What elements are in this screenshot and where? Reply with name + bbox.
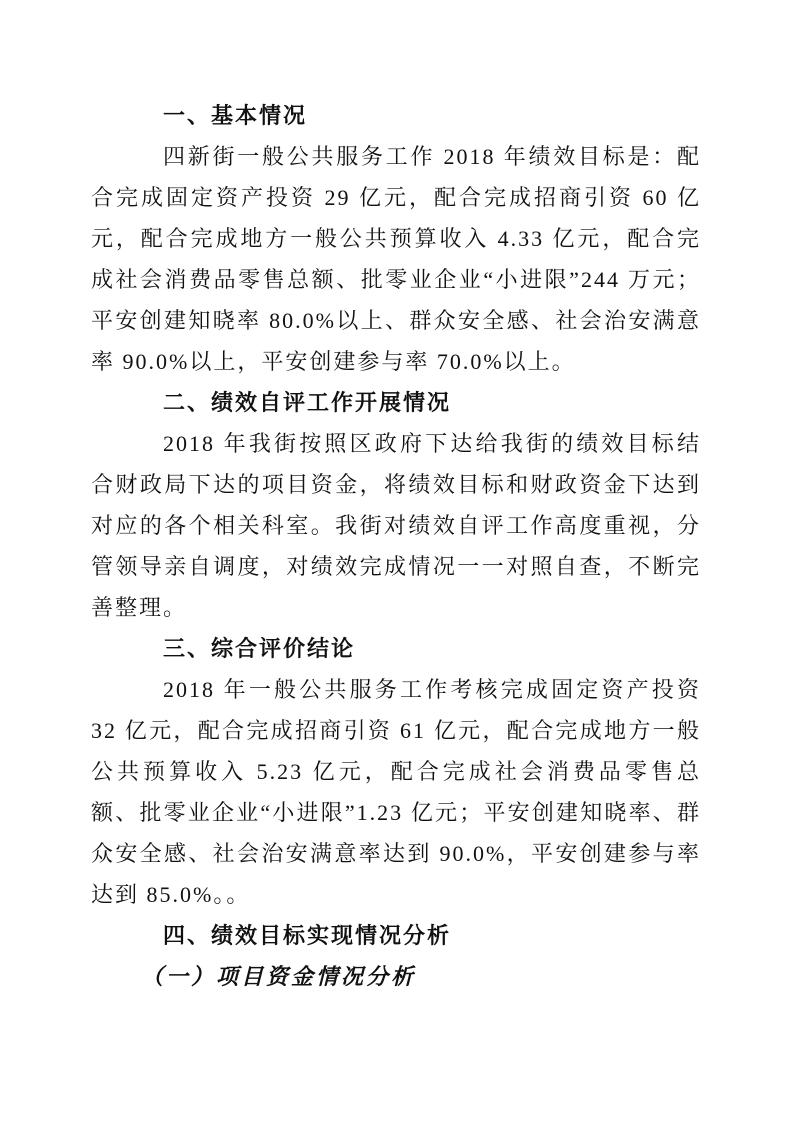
- paragraph-section-2: 2018 年我街按照区政府下达给我街的绩效目标结合财政局下达的项目资金，将绩效目标和财政资金下达到对应的各个相关科室。我街对绩效自评工作高度重视，分管领导亲自调度，对绩效完成情况一一对照自查，不断完善整理。: [91, 431, 701, 620]
- subheading-section-4-1: （一）项目资金情况分析: [141, 964, 417, 989]
- paragraph-section-1: 四新街一般公共服务工作 2018 年绩效目标是：配合完成固定资产投资 29 亿元，配合完成招商引资 60 亿元，配合完成地方一般公共预算收入 4.33 亿元，配合完成社会消费品零售总额、批零业企业“小进限”244 万元；平安创建知晓率 80.0%以上、群众安全感、社会治安满意率 90.0%以上，平安创建参与率 70.0%以上。: [91, 144, 701, 374]
- heading-section-1: 一、基本情况: [163, 103, 308, 128]
- heading-section-4: 四、绩效目标实现情况分析: [163, 923, 452, 948]
- heading-section-2: 二、绩效自评工作开展情况: [163, 390, 452, 415]
- paragraph-section-3: 2018 年一般公共服务工作考核完成固定资产投资 32 亿元，配合完成招商引资 61 亿元，配合完成地方一般公共预算收入 5.23 亿元，配合完成社会消费品零售总额、批零业企业“小进限”1.23 亿元；平安创建知晓率、群众安全感、社会治安满意率达到 90.0%，平安创建参与率达到 85.0%。。: [91, 677, 701, 907]
- heading-section-3: 三、综合评价结论: [163, 636, 356, 661]
